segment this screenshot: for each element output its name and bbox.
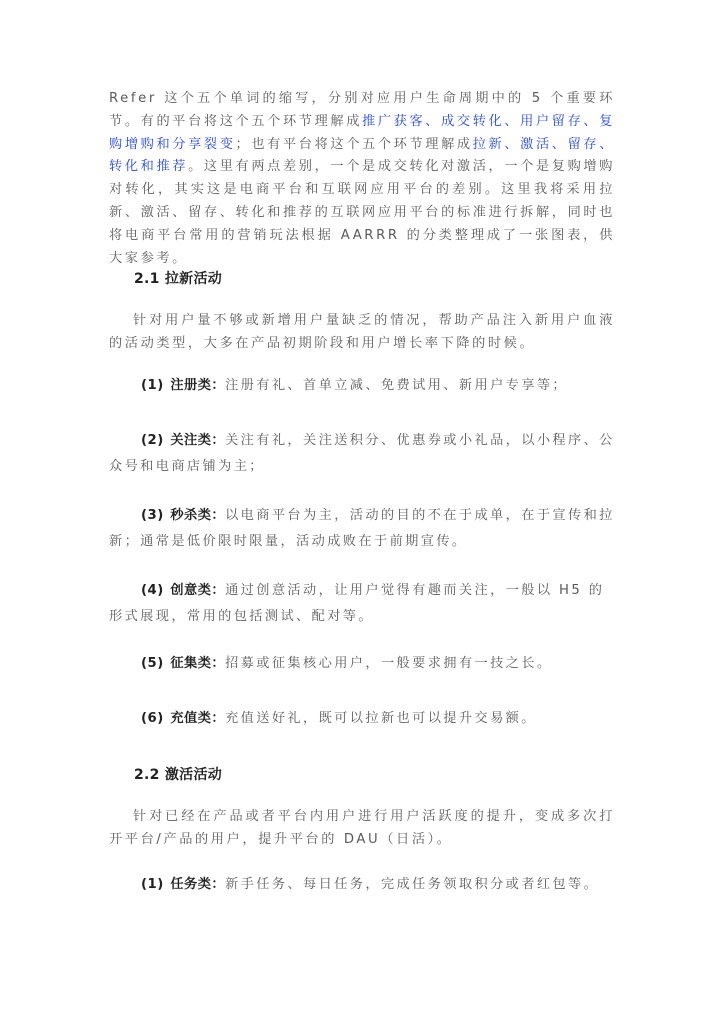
item-term: 秒杀类： [170, 508, 226, 523]
item-text: 新手任务、每日任务，完成任务领取积分或者红包等。 [225, 877, 600, 892]
intro-text-1: Refer 这个五个单词的缩写，分别对应用户生命周期中的 5 个重要环节。有的平台将这个五个环节理解成 [109, 91, 615, 129]
intro-text-3: 。这里有两点差别，一个是成交转化对激活，一个是复购增购对转化，其实这是电商平台和互联网应用平台的差别。这里我将采用拉新、激活、留存、转化和推荐的互联网应用平台的标准进行拆解，同时也将电商平台常用的营销玩法根据 AARRR 的分类整理成了一张图表，供大家参考。 [109, 159, 616, 266]
section-heading-acquisition: 2.1 拉新活动 [134, 271, 223, 287]
list-item [109, 872, 615, 898]
item-term: 注册类： [170, 378, 226, 393]
item-number: (6) [141, 711, 164, 726]
section-description-activation: 针对已经在产品或者平台内用户进行用户活跃度的提升，变成多次打开平台/产品的用户，提升平台的 DAU（日活）。 [109, 809, 615, 847]
list-item [109, 373, 615, 399]
list-item [109, 578, 615, 630]
item-number: (3) [141, 508, 164, 523]
intro-highlight-2: 拉新、激活、留存、转化和推荐 [109, 136, 616, 175]
item-number: (2) [141, 433, 164, 448]
list-item [109, 651, 615, 677]
section-description-acquisition: 针对用户量不够或新增用户量缺乏的情况，帮助产品注入新用户血液的活动类型，大多在产品初期阶段和用户增长率下降的时候。 [109, 313, 615, 351]
item-text: 充值送好礼，既可以拉新也可以提升交易额。 [225, 711, 537, 726]
item-number: (1) [141, 378, 164, 393]
item-number: (1) [141, 877, 164, 892]
item-term: 关注类： [170, 433, 226, 448]
item-text: 注册有礼、首单立减、免费试用、新用户专享等； [225, 378, 569, 393]
list-item [109, 503, 615, 555]
item-text: 以电商平台为主，活动的目的不在于成单，在于宣传和拉新；通常是低价限时限量，活动成败在于前期宣传。 [109, 508, 615, 549]
item-text: 招募或征集核心用户，一般要求拥有一技之长。 [225, 656, 553, 671]
intro-text-2: ；也有平台将这个五个环节理解成 [235, 136, 473, 152]
intro-paragraph [109, 88, 615, 270]
list-item [109, 706, 615, 732]
item-number: (4) [141, 583, 164, 598]
item-term: 征集类： [170, 656, 226, 671]
intro-highlight-1: 推广获客、成交转化、用户留存、复购增购和分享裂变 [109, 113, 615, 152]
item-term: 创意类： [170, 583, 226, 598]
item-number: (5) [141, 656, 164, 671]
section-heading-activation: 2.2 激活活动 [134, 767, 223, 783]
list-item [109, 428, 615, 480]
item-term: 充值类： [170, 711, 226, 726]
item-term: 任务类： [170, 877, 226, 892]
item-text: 通过创意活动，让用户觉得有趣而关注，一般以 H5 的形式展现，常用的包括测试、配对等。 [109, 583, 605, 624]
item-text: 关注有礼，关注送积分、优惠券或小礼品，以小程序、公众号和电商店铺为主； [109, 433, 615, 474]
